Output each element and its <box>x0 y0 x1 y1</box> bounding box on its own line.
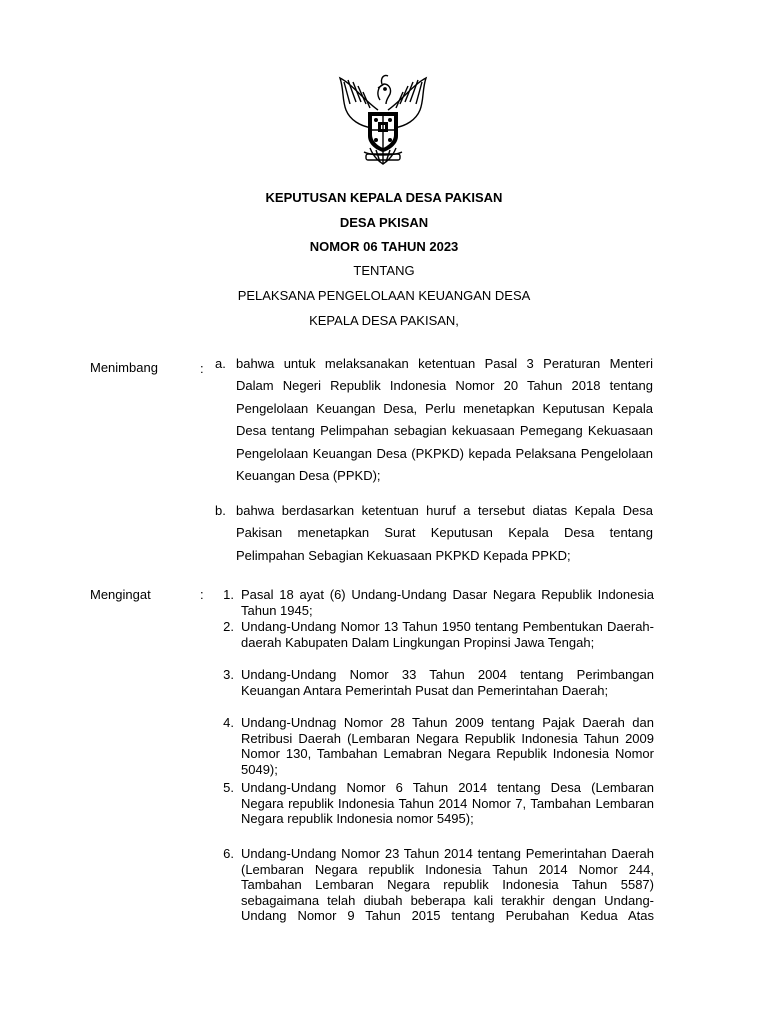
mengingat-item-number: 4. <box>223 715 234 730</box>
mengingat-item-text: Pasal 18 ayat (6) Undang-Undang Dasar Negara Republik Indonesia Tahun 1945; <box>241 587 654 618</box>
menimbang-item-marker: a. <box>215 356 226 371</box>
mengingat-item-number: 5. <box>223 780 234 795</box>
menimbang-item <box>215 500 653 567</box>
mengingat-item <box>210 619 654 650</box>
village-name: DESA PKISAN <box>339 215 429 230</box>
mengingat-item-number: 2. <box>223 619 234 634</box>
mengingat-item <box>210 780 654 827</box>
mengingat-item-text: Undang-Undang Nomor 13 Tahun 1950 tentang Pembentukan Daerah-daerah Kabupaten Dalam Lingkungan Propinsi Jawa Tengah; <box>241 619 654 650</box>
menimbang-item-text: bahwa untuk melaksanakan ketentuan Pasal 3 Peraturan Menteri Dalam Negeri Republik Indonesia Nomor 20 Tahun 2018 tentang Pengelolaan Keuangan Desa, Perlu menetapkan Keputusan Kepala Desa tentang Pelimpahan sebagian kekuasaan Pemegang Kekuasaan Pengelolaan Keuangan Desa (PKPKD) kepada Pelaksana Pengelolaan Keuangan Desa (PPKD); <box>236 356 653 484</box>
menimbang-item <box>215 353 653 487</box>
menimbang-colon: : <box>200 361 204 376</box>
mengingat-item-text: Undang-Undang Nomor 23 Tahun 2014 tentang Pemerintahan Daerah (Lembaran Negara republik Indonesia Tahun 2014 Nomor 244, Tambahan Lembaran Negara republik Indonesia Tahun 5587) sebagaimana telah diubah beberapa kali terakhir dengan Undang-Undang Nomor 9 Tahun 2015 tentang Perubahan Kedua Atas <box>241 846 654 923</box>
mengingat-item <box>210 587 654 618</box>
mengingat-item-text: Undang-Undang Nomor 6 Tahun 2014 tentang Desa (Lembaran Negara republik Indonesia Tahun 2014 Nomor 7, Tambahan Lembaran Negara republik Indonesia nomor 5495); <box>241 780 654 826</box>
mengingat-item <box>210 715 654 777</box>
decree-subject: PELAKSANA PENGELOLAAN KEUANGAN DESA <box>237 288 531 303</box>
mengingat-item-text: Undang-Undnag Nomor 28 Tahun 2009 tentang Pajak Daerah dan Retribusi Daerah (Lembaran Negara Republik Indonesia Tahun 2009 Nomor 130, Tambahan Lemabran Negara Republik Indonesia Nomor 5049); <box>241 715 654 777</box>
mengingat-item-number: 1. <box>223 587 234 602</box>
about-label: TENTANG <box>353 263 415 278</box>
document-title: KEPUTUSAN KEPALA DESA PAKISAN <box>265 190 503 205</box>
menimbang-label: Menimbang <box>90 360 158 375</box>
issuing-authority: KEPALA DESA PAKISAN, <box>309 313 459 328</box>
mengingat-label: Mengingat <box>90 587 151 602</box>
decree-number: NOMOR 06 TAHUN 2023 <box>309 239 459 254</box>
garuda-emblem-icon <box>330 70 436 170</box>
mengingat-item <box>210 667 654 698</box>
mengingat-item-number: 6. <box>223 846 234 861</box>
mengingat-item-text: Undang-Undang Nomor 33 Tahun 2004 tentang Perimbangan Keuangan Antara Pemerintah Pusat dan Pemerintahan Daerah; <box>241 667 654 698</box>
mengingat-item-number: 3. <box>223 667 234 682</box>
menimbang-item-text: bahwa berdasarkan ketentuan huruf a tersebut diatas Kepala Desa Pakisan menetapkan Surat Keputusan Kepala Desa tentang Pelimpahan Sebagian Kekuasaan PKPKD Kepada PPKD; <box>236 503 653 563</box>
menimbang-item-marker: b. <box>215 503 226 518</box>
mengingat-colon: : <box>200 587 204 602</box>
mengingat-item <box>210 846 654 924</box>
